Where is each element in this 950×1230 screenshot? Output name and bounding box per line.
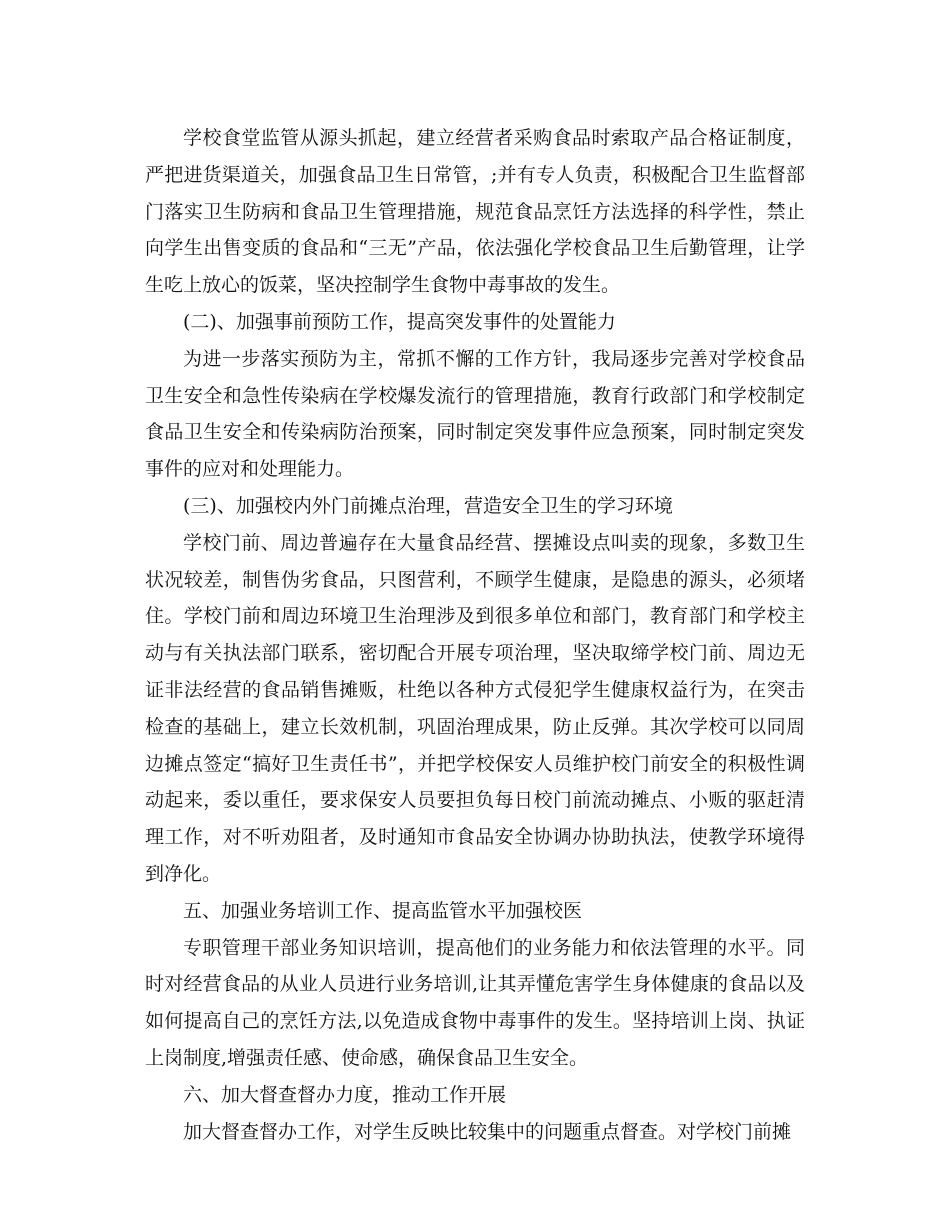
paragraph-prevention: 为进一步落实预防为主，常抓不懈的工作方针，我局逐步完善对学校食品卫生安全和急性传染病在学校爆发流行的管理措施，教育行政部门和学校制定食品卫生安全和传染病防治预案，同时制定突发事件应急预案，同时制定突发事件的应对和处理能力。 xyxy=(145,347,805,481)
heading-training: 五、加强业务培训工作、提高监管水平加强校医 xyxy=(183,899,583,922)
paragraph-canteen-supervision: 学校食堂监管从源头抓起，建立经营者采购食品时索取产品合格证制度，严把进货渠道关，加强食品卫生日常管，;并有专人负责，积极配合卫生监督部门落实卫生防病和食品卫生管理措施，规范食品烹饪方法选择的科学性，禁止向学生出售变质的食品和“三无”产品，依法强化学校食品卫生后勤管理，让学生吃上放心的饭菜，坚决控制学生食物中毒事故的发生。 xyxy=(145,127,805,297)
heading-prevention: (二)、加强事前预防工作，提高突发事件的处置能力 xyxy=(183,310,616,333)
heading-stall-governance: (三)、加强校内外门前摊点治理，营造安全卫生的学习环境 xyxy=(183,494,673,517)
paragraph-training: 专职管理干部业务知识培训，提高他们的业务能力和依法管理的水平。同时对经营食品的从业人员进行业务培训,让其弄懂危害学生身体健康的食品以及如何提高自己的烹饪方法,以免造成食物中毒事件的发生。坚持培训上岗、执证上岗制度,增强责任感、使命感，确保食品卫生安全。 xyxy=(145,936,805,1069)
paragraph-stall-governance: 学校门前、周边普遍存在大量食品经营、摆摊设点叫卖的现象，多数卫生状况较差，制售伪劣食品，只图营利，不顾学生健康，是隐患的源头，必须堵住。学校门前和周边环境卫生治理涉及到很多单位和部门，教育部门和学校主动与有关执法部门联系，密切配合开展专项治理，坚决取缔学校门前、周边无证非法经营的食品销售摊贩，杜绝以各种方式侵犯学生健康权益行为，在突击检查的基础上，建立长效机制，巩固治理成果，防止反弹。其次学校可以同周边摊点签定“搞好卫生责任书”，并把学校保安人员维护校门前安全的积极性调动起来，委以重任，要求保安人员要担负每日校门前流动摊点、小贩的驱赶清理工作，对不听劝阻者，及时通知市食品安全协调办协助执法，使教学环境得到净化。 xyxy=(145,531,805,885)
heading-supervision: 六、加大督查督办力度，推动工作开展 xyxy=(183,1083,507,1106)
paragraph-supervision: 加大督查督办工作，对学生反映比较集中的问题重点督查。对学校门前摊 xyxy=(183,1120,792,1143)
document-body xyxy=(145,120,805,1150)
